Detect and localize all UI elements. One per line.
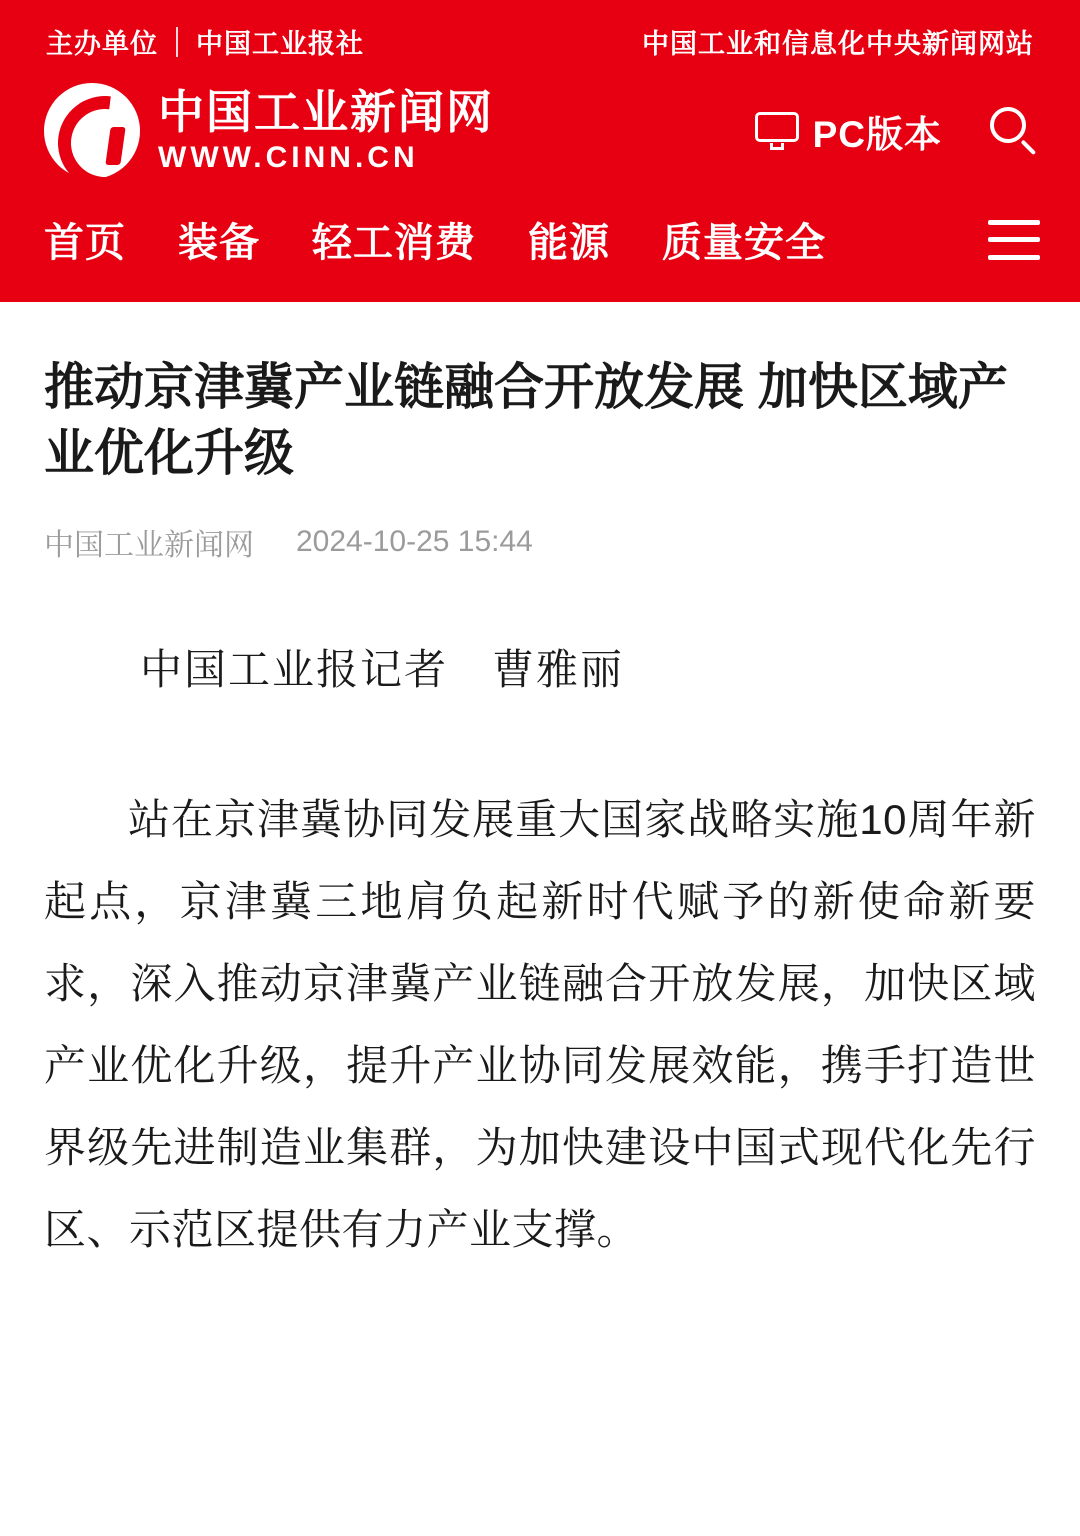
page-title: 推动京津冀产业链融合开放发展 加快区域产业优化升级 (44, 359, 1008, 481)
article-source: 中国工业新闻网 (44, 529, 254, 562)
sponsor-info (46, 22, 364, 61)
nav-item-light-industry[interactable]: 轻工消费 (312, 221, 476, 265)
brand-url-en: WWW.CINN.CN (158, 141, 419, 175)
brand-text (158, 87, 494, 176)
nav-item-energy[interactable]: 能源 (528, 221, 610, 265)
brand-bar (0, 71, 1080, 197)
sponsor-divider (176, 27, 178, 57)
article-meta (44, 520, 1036, 564)
site-logo[interactable] (44, 83, 494, 179)
pc-version-button[interactable] (755, 104, 942, 158)
nav-item-equipment[interactable]: 装备 (178, 221, 260, 265)
main-nav (0, 197, 1080, 302)
site-tagline: 中国工业和信息化中央新闻网站 (642, 29, 1034, 59)
article-byline: 中国工业报记者 曹雅丽 (140, 646, 625, 693)
article-body (44, 636, 1036, 1271)
nav-items (44, 211, 826, 268)
cinn-logo-icon (44, 83, 140, 179)
nav-item-home[interactable]: 首页 (44, 221, 126, 265)
search-icon[interactable] (988, 105, 1040, 157)
article-timestamp: 2024-10-25 15:44 (296, 525, 533, 558)
sponsor-value: 中国工业报社 (196, 29, 364, 59)
brand-name-cn: 中国工业新闻网 (158, 85, 494, 138)
monitor-icon (755, 112, 799, 150)
article-paragraph: 站在京津冀协同发展重大国家战略实施10周年新起点，京津冀三地肩负起新时代赋予的新使命新要求，深入推动京津冀产业链融合开放发展，加快区域产业优化升级，提升产业协同发展效能，携手打造世界级先进制造业集群，为加快建设中国式现代化先行区、示范区提供有力产业支撑。 (44, 796, 1036, 1253)
sponsor-label: 主办单位 (46, 29, 158, 59)
hamburger-menu-icon[interactable] (988, 220, 1040, 260)
site-header (0, 0, 1080, 302)
pc-version-label: PC版本 (812, 114, 942, 155)
nav-item-quality-safety[interactable]: 质量安全 (662, 221, 826, 265)
article-container (0, 302, 1080, 1271)
top-info-bar (0, 0, 1080, 71)
header-actions (755, 104, 1040, 158)
